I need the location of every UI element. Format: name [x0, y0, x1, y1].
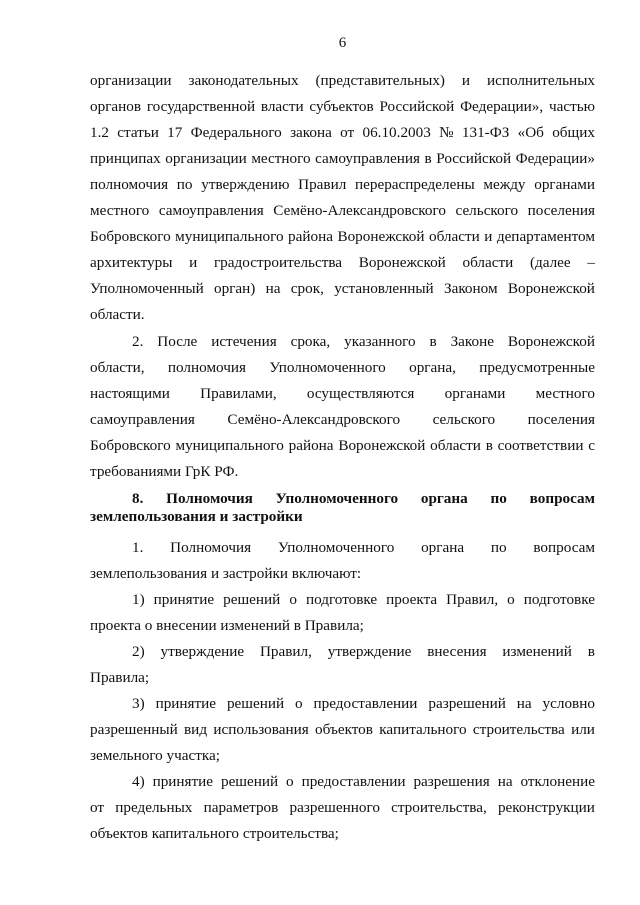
word: о: [286, 773, 294, 790]
word: соответствии: [497, 437, 584, 454]
word: местного: [251, 150, 311, 167]
word: на: [516, 695, 532, 712]
word: и: [484, 228, 493, 245]
word: Бобровского: [90, 228, 171, 245]
word: самоуправления: [315, 150, 421, 167]
word: по: [490, 539, 507, 556]
word: органа: [421, 539, 465, 556]
word: Уполномоченный: [90, 280, 204, 297]
word: разрешений: [428, 695, 506, 712]
word: решений: [220, 773, 279, 790]
word: 1.: [132, 539, 144, 556]
word: Федерации»,: [460, 98, 544, 115]
word: Федерального: [190, 124, 282, 141]
word: государственной: [146, 98, 256, 115]
word: от: [340, 124, 355, 141]
text-line: землепользования и застройки включают:: [90, 565, 362, 582]
word: района: [288, 437, 334, 454]
word: органами: [534, 176, 595, 193]
word: на: [265, 280, 281, 297]
word: Семёно-Александровского: [227, 411, 401, 428]
word: в: [429, 333, 437, 350]
word: организации: [90, 72, 172, 89]
text-line: [90, 227, 595, 247]
word: №: [439, 124, 454, 141]
word: 2.: [132, 333, 144, 350]
word: срока,: [290, 333, 331, 350]
word: 1.2: [90, 124, 109, 141]
text-line: проекта о внесении изменений в Правила;: [90, 617, 364, 634]
word: органами: [444, 385, 506, 402]
word: муниципального: [175, 228, 284, 245]
word: предельных: [115, 799, 193, 816]
word: градостроительства: [213, 254, 343, 271]
word: подготовке: [305, 591, 378, 608]
list-item: [132, 694, 595, 714]
word: местного: [90, 202, 150, 219]
word: закона: [290, 124, 332, 141]
text-line: объектов капитального строительства;: [90, 825, 339, 842]
word: полномочия: [90, 176, 169, 193]
list-item: [132, 590, 595, 610]
word: исполнительных: [486, 72, 595, 89]
section-heading: [132, 489, 595, 509]
word: о: [507, 591, 515, 608]
word: Уполномоченного: [269, 359, 386, 376]
word: –: [587, 254, 595, 271]
word: указанного: [344, 333, 416, 350]
word: на: [497, 773, 513, 790]
word: орган): [214, 280, 256, 297]
word: области: [430, 437, 481, 454]
word: самоуправления: [90, 411, 195, 428]
word: Бобровского: [90, 437, 171, 454]
word: объектов: [315, 721, 373, 738]
word: Правил,: [259, 643, 312, 660]
word: самоуправления: [158, 202, 264, 219]
word: Российской: [436, 150, 512, 167]
text-line: [90, 279, 595, 299]
text-line: [90, 384, 595, 404]
word: Федерации»: [515, 150, 595, 167]
word: между: [483, 176, 526, 193]
word: Воронежской: [507, 333, 595, 350]
word: о: [295, 695, 303, 712]
word: «Об: [517, 124, 544, 141]
section-heading: землепользования и застройки: [90, 508, 303, 525]
word: После: [157, 333, 198, 350]
word: власти: [260, 98, 304, 115]
word: законодательных: [188, 72, 299, 89]
word: Воронежской: [358, 254, 446, 271]
word: 17: [167, 124, 183, 141]
list-item: [132, 642, 595, 662]
word: принятие: [152, 773, 214, 790]
word: предоставлении: [313, 695, 418, 712]
word: срок,: [290, 280, 324, 297]
word: с: [588, 437, 595, 454]
word: внесения: [427, 643, 487, 660]
word: органа,: [409, 359, 456, 376]
word: в: [424, 150, 432, 167]
word: установленный: [334, 280, 434, 297]
word: 4): [132, 773, 145, 790]
document-page: [90, 0, 595, 905]
word: принятие: [155, 695, 217, 712]
word: Семёно-Александровского: [273, 202, 446, 219]
word: условно: [542, 695, 595, 712]
text-line: [90, 201, 595, 221]
word: (представительных): [315, 72, 445, 89]
word: сельского: [432, 411, 496, 428]
word: Законом: [443, 280, 498, 297]
list-item: [132, 772, 595, 792]
word: Полномочия: [166, 490, 253, 507]
word: решений: [226, 695, 285, 712]
word: 8.: [132, 490, 144, 507]
word: 131-ФЗ: [461, 124, 510, 141]
text-line: [90, 253, 595, 273]
word: 06.10.2003: [362, 124, 431, 141]
word: разрешенный: [90, 721, 178, 738]
word: в: [485, 437, 493, 454]
word: Полномочия: [170, 539, 252, 556]
word: общих: [552, 124, 595, 141]
word: от: [90, 799, 105, 816]
word: Законе: [450, 333, 494, 350]
word: области,: [90, 359, 145, 376]
word: поселения: [527, 202, 595, 219]
word: Правил,: [446, 591, 499, 608]
text-line: [132, 538, 595, 558]
word: Уполномоченного: [275, 490, 399, 507]
word: архитектуры: [90, 254, 173, 271]
word: по: [176, 176, 193, 193]
word: и: [461, 72, 471, 89]
word: субъектов: [309, 98, 374, 115]
text-line: [90, 436, 595, 456]
word: полномочия: [167, 359, 247, 376]
word: параметров: [203, 799, 279, 816]
text-line: [90, 798, 595, 818]
text-line: [90, 149, 595, 169]
text-line: Правила;: [90, 669, 150, 686]
word: Российской: [379, 98, 455, 115]
word: принятие: [153, 591, 215, 608]
word: Правилами,: [200, 385, 277, 402]
word: 2): [132, 643, 145, 660]
word: области: [428, 228, 480, 245]
word: частью: [548, 98, 595, 115]
word: строительства: [472, 721, 565, 738]
word: 3): [132, 695, 145, 712]
text-line: [90, 97, 595, 117]
word: разрешения: [413, 773, 490, 790]
word: проекта: [386, 591, 438, 608]
text-line: [132, 332, 595, 352]
text-line: [90, 410, 595, 430]
word: Воронежской: [338, 437, 426, 454]
word: Воронежской: [337, 228, 425, 245]
word: органов: [90, 98, 142, 115]
text-line: [90, 720, 595, 740]
word: изменений: [502, 643, 572, 660]
text-line: области.: [90, 306, 145, 323]
word: организации: [165, 150, 247, 167]
text-line: земельного участка;: [90, 747, 221, 764]
word: вопросам: [529, 490, 595, 507]
word: муниципального: [175, 437, 284, 454]
word: капитального: [379, 721, 467, 738]
word: строительства,: [391, 799, 487, 816]
text-line: требованиями ГрК РФ.: [90, 463, 239, 480]
text-line: [90, 71, 595, 91]
word: реконструкции: [497, 799, 595, 816]
word: Воронежской: [507, 280, 595, 297]
word: отклонение: [520, 773, 595, 790]
word: перераспределены: [355, 176, 475, 193]
word: департаментом: [496, 228, 595, 245]
word: истечения: [211, 333, 277, 350]
word: по: [490, 490, 507, 507]
word: настоящими: [90, 385, 170, 402]
word: поселения: [527, 411, 595, 428]
word: предоставлении: [301, 773, 406, 790]
word: утверждение: [327, 643, 412, 660]
word: (далее: [529, 254, 571, 271]
word: подготовке: [523, 591, 595, 608]
word: вопросам: [533, 539, 595, 556]
word: органа: [420, 490, 468, 507]
word: района: [288, 228, 333, 245]
word: утверждению: [201, 176, 290, 193]
word: принципах: [90, 150, 161, 167]
word: о: [289, 591, 297, 608]
word: предусмотренные: [479, 359, 595, 376]
word: и: [189, 254, 198, 271]
word: утверждение: [160, 643, 245, 660]
text-line: [90, 175, 595, 195]
word: статьи: [117, 124, 159, 141]
word: осуществляются: [306, 385, 415, 402]
word: Уполномоченного: [277, 539, 395, 556]
page-number: 6: [338, 35, 347, 51]
word: местного: [535, 385, 595, 402]
word: Правил: [298, 176, 347, 193]
word: области: [462, 254, 514, 271]
word: в: [587, 643, 595, 660]
word: разрешенного: [289, 799, 380, 816]
text-line: [90, 123, 595, 143]
word: вид: [184, 721, 208, 738]
text-line: [90, 358, 595, 378]
word: или: [571, 721, 595, 738]
word: решений: [223, 591, 281, 608]
word: 1): [132, 591, 145, 608]
word: сельского: [455, 202, 519, 219]
word: использования: [213, 721, 309, 738]
